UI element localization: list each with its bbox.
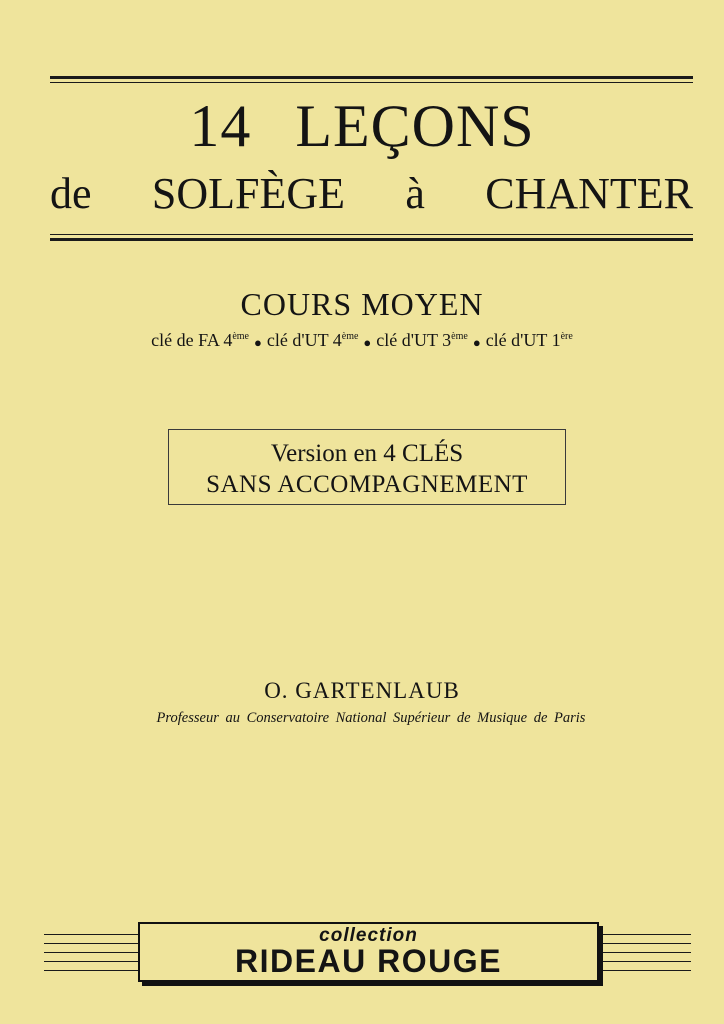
title-word-chanter: CHANTER — [485, 169, 693, 218]
staff-line — [600, 934, 691, 935]
title-number: 14 — [189, 93, 252, 159]
clef-item: clé de FA 4ème — [151, 330, 249, 350]
mid-rule-thin — [50, 234, 693, 235]
staff-line — [44, 970, 140, 971]
version-box — [168, 429, 566, 505]
staff-line — [44, 961, 140, 962]
staff-line — [44, 952, 140, 953]
bullet-icon: ● — [253, 335, 262, 350]
author-affiliation: Professeur au Conservatoire National Supérieur de Musique de Paris — [156, 710, 586, 726]
staff-line — [600, 943, 691, 944]
mid-rule-thick — [50, 238, 693, 241]
title-word-a: à — [405, 169, 425, 218]
title-word-de: de — [50, 169, 92, 218]
subtitle: COURS MOYEN — [240, 286, 484, 322]
author-name: O. GARTENLAUB — [264, 678, 460, 703]
staff-line — [44, 943, 140, 944]
clef-item: clé d'UT 1ère — [485, 330, 573, 350]
bullet-icon: ● — [363, 335, 372, 350]
title-line-1 — [0, 92, 724, 160]
bullet-icon: ● — [472, 335, 481, 350]
staff-line — [600, 970, 691, 971]
staff-line — [600, 952, 691, 953]
staff-line — [600, 961, 691, 962]
collection-banner — [138, 922, 599, 982]
title-line-2 — [50, 168, 693, 220]
clef-item: clé d'UT 3ème — [376, 330, 468, 350]
top-rule-thick — [50, 76, 693, 79]
collection-name: RIDEAU ROUGE — [235, 943, 502, 979]
clef-item: clé d'UT 4ème — [266, 330, 359, 350]
clef-list — [0, 330, 724, 351]
top-rule-thin — [50, 82, 693, 83]
title-lecons: LEÇONS — [295, 93, 535, 159]
staff-line — [44, 934, 140, 935]
collection-label: collection — [319, 925, 418, 946]
version-line-1: Version en 4 CLÉS — [270, 440, 464, 467]
version-line-2: SANS ACCOMPAGNEMENT — [206, 471, 528, 498]
title-word-solfege: SOLFÈGE — [151, 169, 345, 218]
